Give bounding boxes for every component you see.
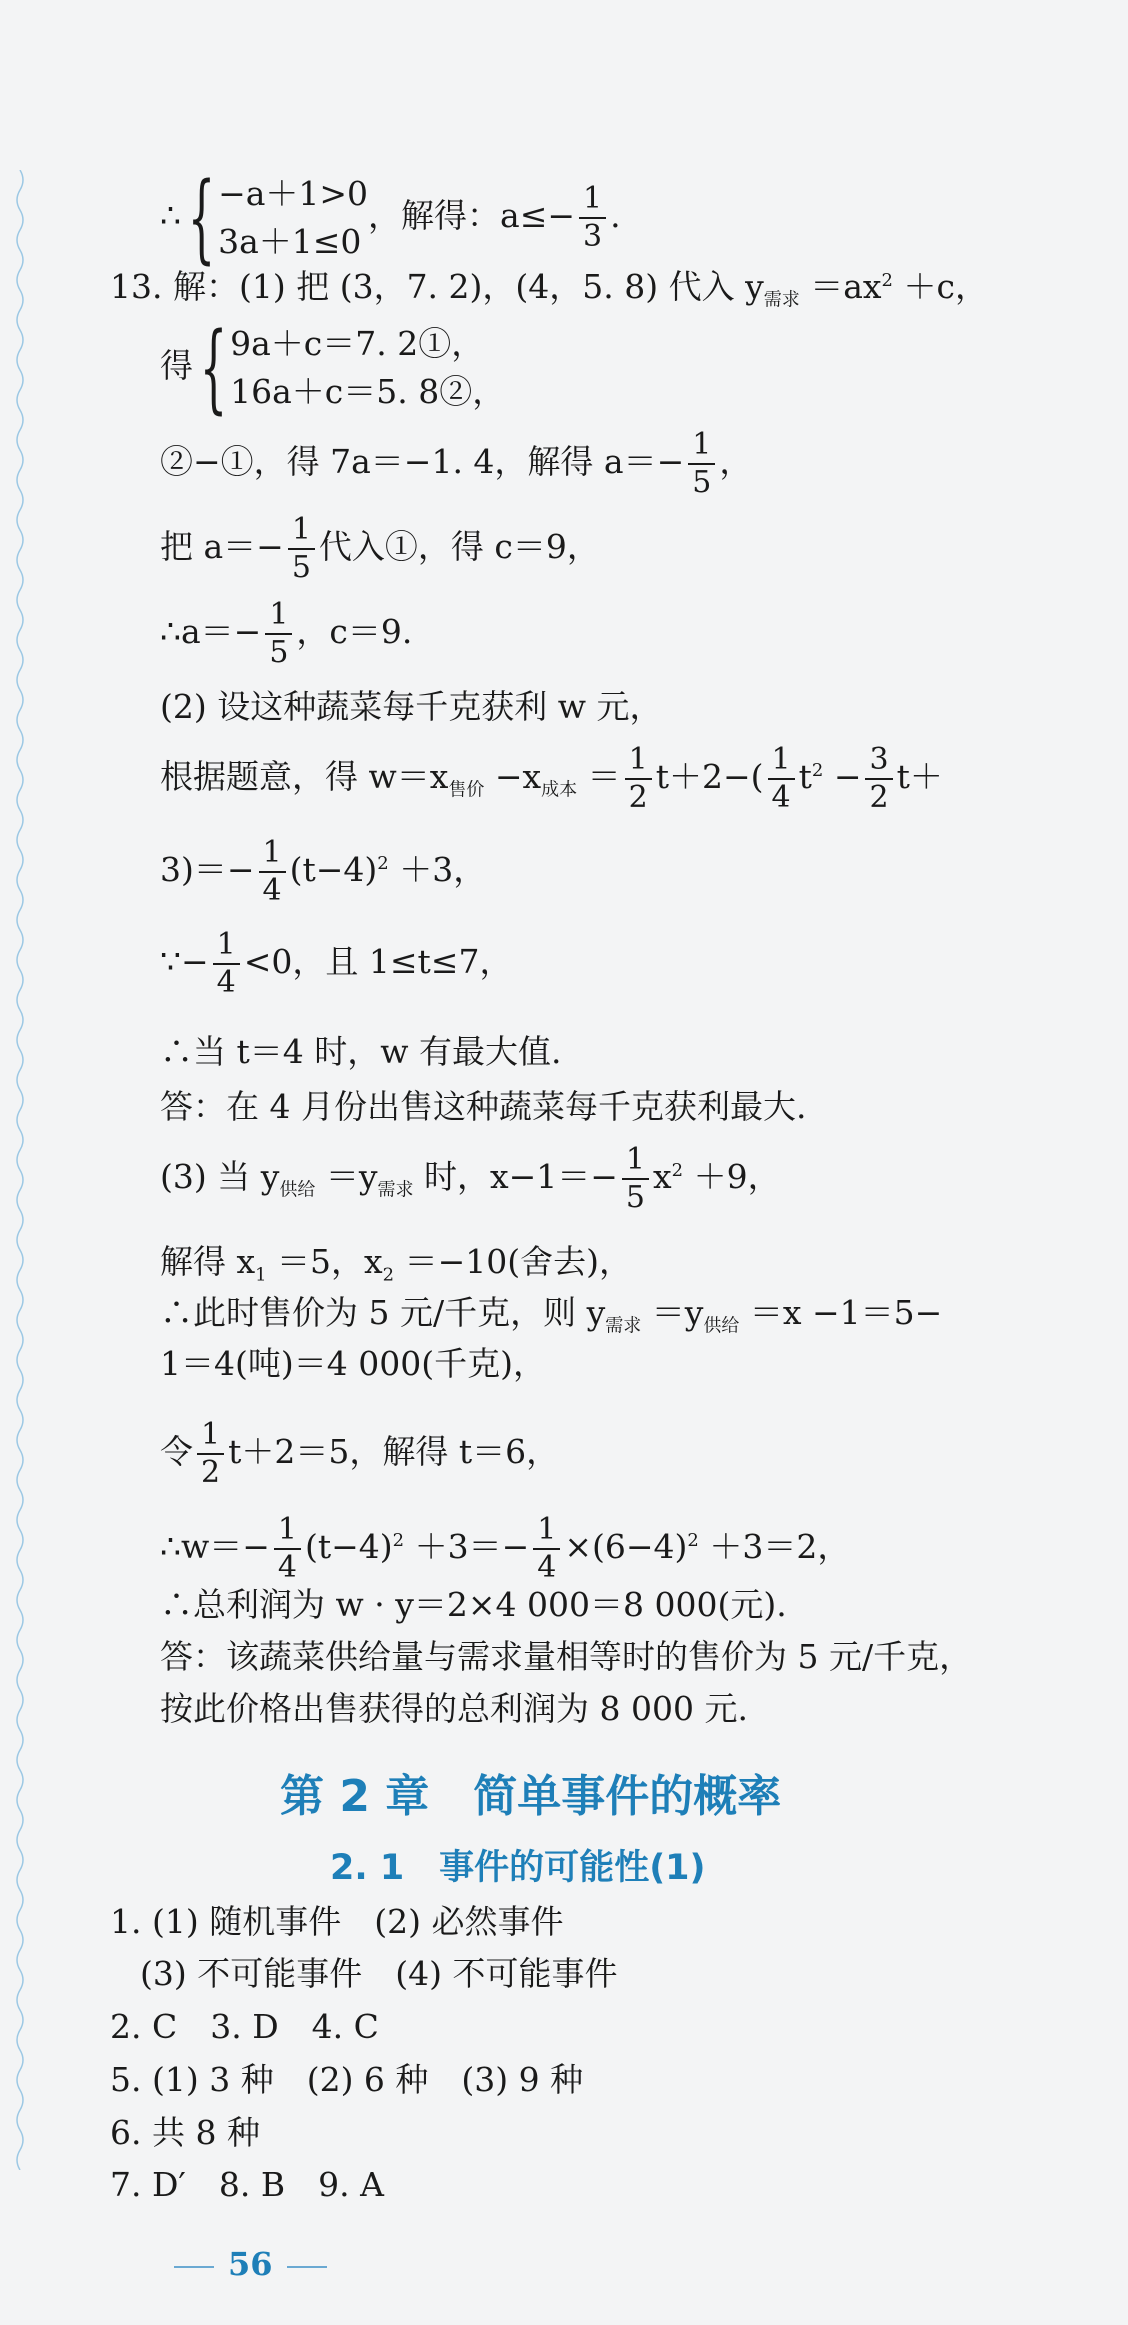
answer-2-4 bbox=[110, 2007, 379, 2046]
line-end: . bbox=[610, 196, 621, 235]
fraction bbox=[197, 1417, 224, 1490]
fraction-denominator: 4 bbox=[262, 873, 282, 908]
line-text: (t−4) bbox=[305, 1527, 393, 1566]
fraction bbox=[579, 181, 606, 254]
solution-line-11 bbox=[160, 1032, 562, 1071]
subscript: 供给 bbox=[703, 1315, 740, 1337]
subscript: 售价 bbox=[448, 779, 485, 801]
fraction bbox=[288, 512, 315, 585]
answer-line-12 bbox=[160, 1087, 807, 1126]
line-text: (3) 当 y bbox=[160, 1157, 280, 1196]
line-text: ＋9， bbox=[683, 1157, 781, 1196]
equation-end: ＋c， bbox=[892, 267, 988, 306]
solve-text: ，解得：a≤− bbox=[368, 196, 576, 235]
inequality-system bbox=[218, 170, 368, 266]
superscript: 2 bbox=[811, 760, 824, 781]
solution-line-9 bbox=[160, 835, 487, 908]
answer-text: 7. D′ 8. B 9. A bbox=[110, 2165, 384, 2204]
answer-text: 2. C 3. D 4. C bbox=[110, 2007, 379, 2046]
line-text: −x bbox=[484, 757, 542, 796]
fraction bbox=[622, 1142, 649, 1215]
answer-text: (3) 不可能事件 (4) 不可能事件 bbox=[140, 1954, 618, 1993]
solution-line-16 bbox=[160, 1344, 546, 1383]
fraction bbox=[259, 835, 286, 908]
line-text: t bbox=[798, 757, 812, 796]
fraction-denominator: 3 bbox=[583, 219, 603, 254]
line-text: t＋2−( bbox=[655, 757, 764, 796]
system-brace: { bbox=[199, 312, 228, 424]
superscript: 2 bbox=[687, 1530, 699, 1551]
therefore-symbol: ∴ bbox=[160, 196, 181, 235]
fraction-denominator: 4 bbox=[771, 780, 791, 815]
answer-6 bbox=[110, 2113, 260, 2152]
line-text: <0，且 1≤t≤7， bbox=[243, 942, 513, 981]
equation-system bbox=[160, 312, 506, 424]
answer-text: 6. 共 8 种 bbox=[110, 2113, 260, 2152]
line-text: ＝x −1＝5− bbox=[739, 1293, 943, 1332]
inequality-2: 3a＋1≤0 bbox=[218, 222, 362, 261]
solution-line-8 bbox=[160, 742, 943, 815]
answer-1 bbox=[110, 1902, 564, 1941]
get-text: 得 bbox=[160, 346, 193, 385]
fraction-numerator: 1 bbox=[259, 838, 286, 873]
subscript: 1 bbox=[255, 1264, 267, 1286]
page-number-dash-left bbox=[174, 2266, 214, 2268]
solution-line-4 bbox=[160, 427, 753, 500]
line-text: ＝y bbox=[315, 1157, 378, 1196]
fraction-numerator: 1 bbox=[622, 1145, 649, 1180]
solution-part-2-intro bbox=[160, 687, 663, 726]
fraction bbox=[274, 1512, 301, 1585]
problem-text: 13. 解：(1) 把 (3，7. 2)，(4，5. 8) 代入 y bbox=[110, 267, 764, 306]
page-number-dash-right bbox=[287, 2266, 327, 2268]
answer-text: 5. (1) 3 种 (2) 6 种 (3) 9 种 bbox=[110, 2060, 584, 2099]
fraction-denominator: 4 bbox=[277, 1550, 297, 1585]
answer-text: 1. (1) 随机事件 (2) 必然事件 bbox=[110, 1902, 564, 1941]
solution-line-19 bbox=[160, 1585, 787, 1624]
margin-wavy-line bbox=[14, 170, 26, 2170]
subscript: 需求 bbox=[377, 1179, 414, 1201]
line-text: − bbox=[823, 757, 862, 796]
solution-part-3-line bbox=[160, 1142, 781, 1215]
solution-line-17 bbox=[160, 1417, 560, 1490]
subscript: 需求 bbox=[763, 289, 800, 311]
line-end: ， bbox=[719, 442, 753, 481]
fraction-denominator: 4 bbox=[537, 1550, 557, 1585]
line-text: 把 a＝− bbox=[160, 527, 284, 566]
answer-1-continued bbox=[140, 1954, 618, 1993]
line-end: 代入①，得 c＝9， bbox=[318, 527, 600, 566]
subscript: 供给 bbox=[279, 1179, 316, 1201]
line-text: 3)＝− bbox=[160, 850, 255, 889]
superscript: 2 bbox=[881, 270, 893, 291]
fraction bbox=[265, 597, 292, 670]
fraction bbox=[533, 1512, 560, 1585]
section-title: 2. 1 事件的可能性(1) bbox=[330, 1848, 706, 1888]
solution-line-15 bbox=[160, 1293, 943, 1337]
line-text: ＝ bbox=[577, 757, 621, 796]
equation-2: 16a＋c＝5. 8②， bbox=[230, 372, 506, 411]
fraction bbox=[213, 927, 240, 1000]
line-text: ＋3， bbox=[388, 850, 487, 889]
fraction-numerator: 1 bbox=[288, 515, 315, 550]
line-text: 答：该蔬菜供给量与需求量相等时的售价为 5 元/千克， bbox=[160, 1637, 973, 1676]
subscript: 成本 bbox=[541, 779, 578, 801]
superscript: 2 bbox=[377, 853, 389, 874]
fraction-denominator: 2 bbox=[201, 1455, 221, 1490]
subscript: 2 bbox=[382, 1264, 395, 1286]
superscript: 2 bbox=[671, 1160, 684, 1181]
solution-line-1 bbox=[160, 162, 621, 274]
fraction-denominator: 4 bbox=[216, 965, 236, 1000]
line-text: x bbox=[653, 1157, 672, 1196]
fraction-numerator: 1 bbox=[213, 930, 240, 965]
fraction-denominator: 2 bbox=[628, 780, 648, 815]
answer-line-21 bbox=[160, 1689, 748, 1728]
fraction-denominator: 5 bbox=[625, 1180, 646, 1215]
line-text: 根据题意，得 w＝x bbox=[160, 757, 449, 796]
fraction-numerator: 1 bbox=[265, 600, 292, 635]
answer-line-20 bbox=[160, 1637, 973, 1676]
line-text: ＝−10(舍去)， bbox=[394, 1242, 633, 1281]
line-text: 令 bbox=[160, 1432, 193, 1471]
equation-1: 9a＋c＝7. 2①， bbox=[230, 324, 485, 364]
line-text: ②−①，得 7a＝−1. 4，解得 a＝− bbox=[160, 442, 685, 481]
equation-stack bbox=[230, 320, 505, 416]
fraction-numerator: 1 bbox=[274, 1515, 301, 1550]
line-text: (2) 设这种蔬菜每千克获利 w 元， bbox=[160, 687, 663, 726]
fraction-numerator: 3 bbox=[865, 745, 892, 780]
line-text: ∴a＝− bbox=[160, 612, 262, 651]
fraction-numerator: 1 bbox=[625, 745, 652, 780]
solution-line-18 bbox=[160, 1512, 851, 1585]
line-text: ∴w＝− bbox=[160, 1527, 270, 1566]
system-brace: { bbox=[187, 162, 216, 274]
fraction bbox=[768, 742, 795, 815]
solution-line-10 bbox=[160, 927, 513, 1000]
line-text: ＋3＝2， bbox=[698, 1527, 851, 1566]
fraction bbox=[688, 427, 715, 500]
fraction bbox=[865, 742, 892, 815]
line-text: ×(6−4) bbox=[564, 1527, 688, 1566]
line-text: ∴此时售价为 5 元/千克，则 y bbox=[160, 1293, 606, 1332]
equation-text: ＝ax bbox=[799, 267, 882, 306]
line-text: ∴总利润为 w · y＝2×4 000＝8 000(元). bbox=[160, 1585, 787, 1624]
problem-13-intro bbox=[110, 267, 988, 311]
fraction-numerator: 1 bbox=[768, 745, 795, 780]
line-text: ∵− bbox=[160, 942, 209, 981]
fraction-numerator: 1 bbox=[579, 184, 606, 219]
fraction bbox=[625, 742, 652, 815]
line-text: 时，x−1＝− bbox=[413, 1157, 618, 1196]
fraction-denominator: 2 bbox=[869, 780, 889, 815]
line-text: ＋3＝− bbox=[404, 1527, 530, 1566]
fraction-numerator: 1 bbox=[197, 1420, 224, 1455]
superscript: 2 bbox=[392, 1530, 405, 1551]
line-text: (t−4) bbox=[289, 850, 378, 889]
fraction-numerator: 1 bbox=[533, 1515, 560, 1550]
line-text: 解得 x bbox=[160, 1242, 256, 1281]
line-text: 按此价格出售获得的总利润为 8 000 元. bbox=[160, 1689, 748, 1728]
line-text: ＝y bbox=[641, 1293, 704, 1332]
line-text: ∴当 t＝4 时，w 有最大值. bbox=[160, 1032, 562, 1071]
subscript: 需求 bbox=[605, 1315, 642, 1337]
fraction-denominator: 5 bbox=[291, 550, 311, 585]
solution-line-6 bbox=[160, 597, 413, 670]
page-number bbox=[160, 2245, 341, 2283]
fraction-denominator: 5 bbox=[692, 465, 712, 500]
solution-line-14 bbox=[160, 1242, 633, 1286]
fraction-denominator: 5 bbox=[269, 635, 289, 670]
line-text: 1＝4(吨)＝4 000(千克)， bbox=[160, 1344, 546, 1383]
answer-5 bbox=[110, 2060, 584, 2099]
line-text: t＋ bbox=[896, 757, 943, 796]
chapter-title: 第 2 章 简单事件的概率 bbox=[280, 1771, 782, 1822]
page-number-value: 56 bbox=[228, 2245, 273, 2283]
line-text: 答：在 4 月份出售这种蔬菜每千克获利最大. bbox=[160, 1087, 807, 1126]
line-end: ，c＝9. bbox=[296, 612, 413, 651]
solution-line-5 bbox=[160, 512, 600, 585]
inequality-1: −a＋1>0 bbox=[218, 174, 369, 214]
line-text: t＋2＝5，解得 t＝6， bbox=[228, 1432, 560, 1471]
line-text: ＝5，x bbox=[266, 1242, 383, 1281]
answer-7-9 bbox=[110, 2165, 384, 2204]
fraction-numerator: 1 bbox=[688, 430, 715, 465]
